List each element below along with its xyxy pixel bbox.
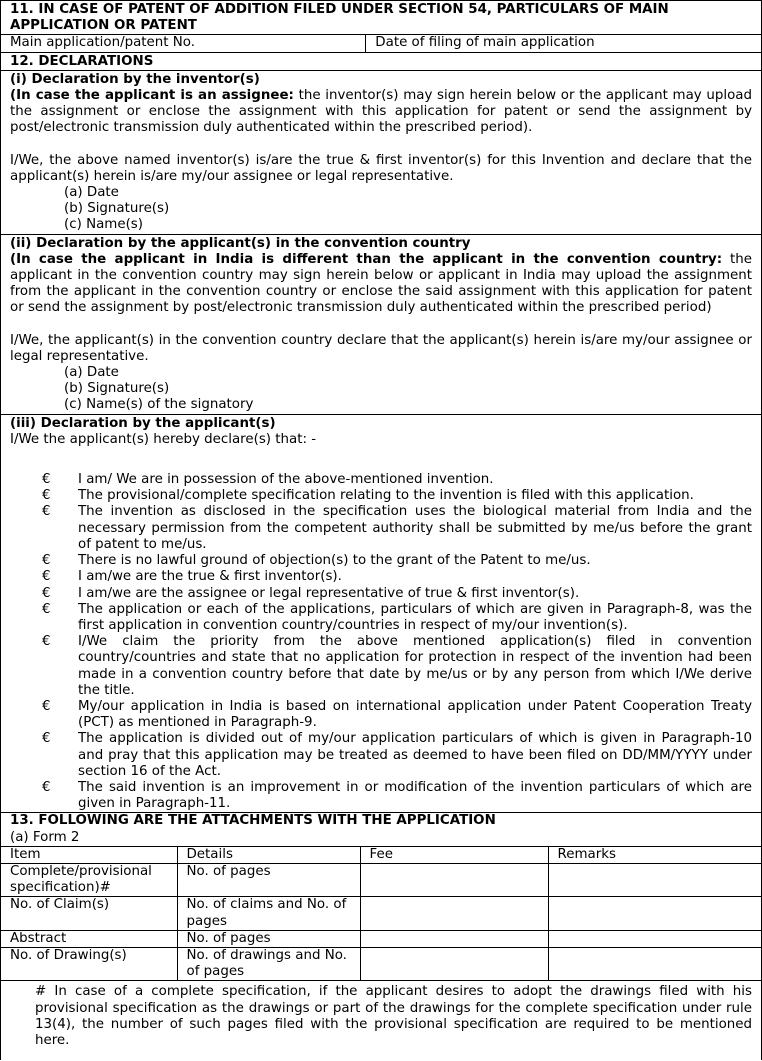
declaration-item-text: I/We claim the priority from the above mentioned application(s) filed in convention country/countries and state that no application for protection in respect of the invention had been made in a convention country before that date by me/us or by any person from which I/We derive the title. — [78, 634, 752, 698]
euro-bullet-icon: € — [42, 585, 51, 601]
declaration-item-text: I am/we are the assignee or legal representative of true & first inventor(s). — [78, 585, 580, 601]
declaration-inventor-lead-text: the inventor(s) may sign herein below or the applicant may upload the assignment or enclose the assignment with this application for patent or send the assignment by post/electronic transmission duly authenticated within the prescribed period). — [10, 88, 752, 136]
euro-bullet-icon: € — [42, 601, 51, 617]
item-cell: Complete/provisional specification)# — [1, 863, 177, 896]
declaration-applicant — [1, 415, 761, 814]
declaration-item-text: I am/we are the true & first inventor(s). — [78, 569, 342, 585]
euro-bullet-icon: € — [42, 569, 51, 585]
fee-cell[interactable] — [360, 930, 548, 947]
declaration-item — [10, 780, 752, 812]
attachments-header-row — [1, 846, 761, 863]
item-cell: No. of Drawing(s) — [1, 947, 177, 980]
declaration-item-text: There is no lawful ground of objection(s) to the grant of the Patent to me/us. — [78, 553, 591, 569]
table-row — [1, 897, 761, 930]
declaration-convention — [1, 235, 761, 415]
column-header: Remarks — [548, 846, 761, 863]
declaration-list — [10, 472, 752, 812]
euro-bullet-icon: € — [42, 779, 51, 795]
declaration-item — [10, 553, 752, 569]
details-cell: No. of pages — [177, 930, 360, 947]
declaration-item-text: The application is divided out of my/our application particulars of which is given in Paragraph-10 and pray that this application may be treated as deemed to have been filed on DD/MM/YYYY under section 16 of the Act. — [78, 731, 752, 779]
remarks-cell[interactable] — [548, 863, 761, 896]
convention-signature-line: (b) Signature(s) — [64, 381, 170, 397]
section-13-heading: 13. FOLLOWING ARE THE ATTACHMENTS WITH THE APPLICATION — [10, 813, 496, 829]
fee-cell[interactable] — [360, 947, 548, 980]
main-application-date-cell: Date of filing of main application — [366, 35, 761, 52]
declaration-item — [10, 602, 752, 634]
declaration-convention-lead — [10, 252, 752, 317]
table-row — [1, 863, 761, 896]
declaration-convention-lead-text: the applicant in the convention country may sign herein below or applicant in India may upload the assignment from the applicant in the convention country or enclose the said assignment with this application for patent or send the assignment by post/electronic transmission duly authenticated within the prescribed period) — [10, 251, 752, 316]
declaration-item-text: My/our application in India is based on international application under Patent Cooperation Treaty (PCT) as mentioned in Paragraph-9. — [78, 698, 752, 731]
fee-cell[interactable] — [360, 863, 548, 896]
declaration-item — [10, 472, 752, 488]
column-header: Details — [177, 846, 360, 863]
remarks-cell[interactable] — [548, 897, 761, 930]
section-12-heading: 12. DECLARATIONS — [1, 53, 761, 71]
attachments-footnote: # In case of a complete specification, if the applicant desires to adopt the drawings filed with his provisional specification as the drawings or part of the drawings for the complete specification under rule 13(4), the number of such pages filed with the provisional specification are required to be mentioned here. — [35, 984, 752, 1048]
declaration-inventor-title: (i) Declaration by the inventor(s) — [10, 71, 260, 87]
remarks-cell[interactable] — [548, 947, 761, 980]
declaration-item-text: The said invention is an improvement in or modification of the invention particulars of which are given in Paragraph-11. — [78, 779, 752, 812]
inventor-signature-line: (b) Signature(s) — [64, 201, 170, 217]
form-2-label: (a) Form 2 — [10, 829, 80, 845]
declaration-item-text: The invention as disclosed in the specification uses the biological material from India and the necessary permission from the competent authority shall be submitted by me/us before the grant of patent to me/us. — [78, 504, 752, 552]
declaration-convention-lead-bold: (In case the applicant in India is different than the applicant in the convention country: — [10, 251, 723, 267]
euro-bullet-icon: € — [42, 472, 51, 488]
section-11-heading: 11. IN CASE OF PATENT OF ADDITION FILED UNDER SECTION 54, PARTICULARS OF MAIN APPLICATION OR PATENT — [1, 1, 761, 35]
item-cell: No. of Claim(s) — [1, 897, 177, 930]
declaration-convention-statement: I/We, the applicant(s) in the convention country declare that the applicant(s) herein is/are my/our assignee or legal representative. — [10, 332, 752, 364]
euro-bullet-icon: € — [42, 488, 51, 504]
euro-bullet-icon: € — [42, 731, 51, 747]
details-cell: No. of drawings and No. of pages — [177, 947, 360, 980]
declaration-inventor-lead — [10, 88, 752, 137]
declaration-item-text: The provisional/complete specification relating to the invention is filed with this application. — [78, 488, 694, 504]
euro-bullet-icon: € — [42, 504, 51, 520]
declaration-applicant-title: (iii) Declaration by the applicant(s) — [10, 415, 276, 431]
column-header: Item — [1, 846, 177, 863]
convention-date-line: (a) Date — [64, 365, 119, 381]
table-row — [1, 930, 761, 947]
declaration-item — [10, 586, 752, 602]
euro-bullet-icon: € — [42, 634, 51, 650]
euro-bullet-icon: € — [42, 553, 51, 569]
details-cell: No. of pages — [177, 863, 360, 896]
declaration-item — [10, 634, 752, 699]
inventor-date-line: (a) Date — [64, 185, 119, 201]
declaration-applicant-intro: I/We the applicant(s) hereby declare(s) that: - — [10, 431, 317, 447]
declaration-item-text: I am/ We are in possession of the above-mentioned invention. — [78, 472, 494, 488]
remarks-cell[interactable] — [548, 930, 761, 947]
fee-cell[interactable] — [360, 897, 548, 930]
main-application-number-cell: Main application/patent No. — [1, 35, 366, 52]
declaration-item — [10, 504, 752, 553]
declaration-item — [10, 699, 752, 731]
declaration-item — [10, 731, 752, 780]
declaration-inventor-statement: I/We, the above named inventor(s) is/are the true & first inventor(s) for this Invention and declare that the applicant(s) herein is/are my/our assignee or legal representative. — [10, 152, 752, 184]
declaration-inventor-lead-bold: (In case the applicant is an assignee: — [10, 88, 294, 104]
declaration-item — [10, 569, 752, 585]
main-application-table — [1, 35, 761, 52]
euro-bullet-icon: € — [42, 698, 51, 714]
declaration-convention-title: (ii) Declaration by the applicant(s) in the convention country — [10, 235, 471, 251]
inventor-name-line: (c) Name(s) — [64, 217, 143, 233]
section-13 — [1, 813, 761, 845]
details-cell: No. of claims and No. of pages — [177, 897, 360, 930]
declaration-inventor — [1, 71, 761, 235]
table-row — [1, 947, 761, 980]
convention-signatory-line: (c) Name(s) of the signatory — [64, 397, 254, 413]
column-header: Fee — [360, 846, 548, 863]
declaration-item-text: The application or each of the applications, particulars of which are given in Paragraph-8, was the first application in convention country/countries in respect of my/our invention(s). — [78, 601, 752, 633]
item-cell: Abstract — [1, 930, 177, 947]
declaration-item — [10, 488, 752, 504]
attachments-table — [1, 846, 761, 982]
